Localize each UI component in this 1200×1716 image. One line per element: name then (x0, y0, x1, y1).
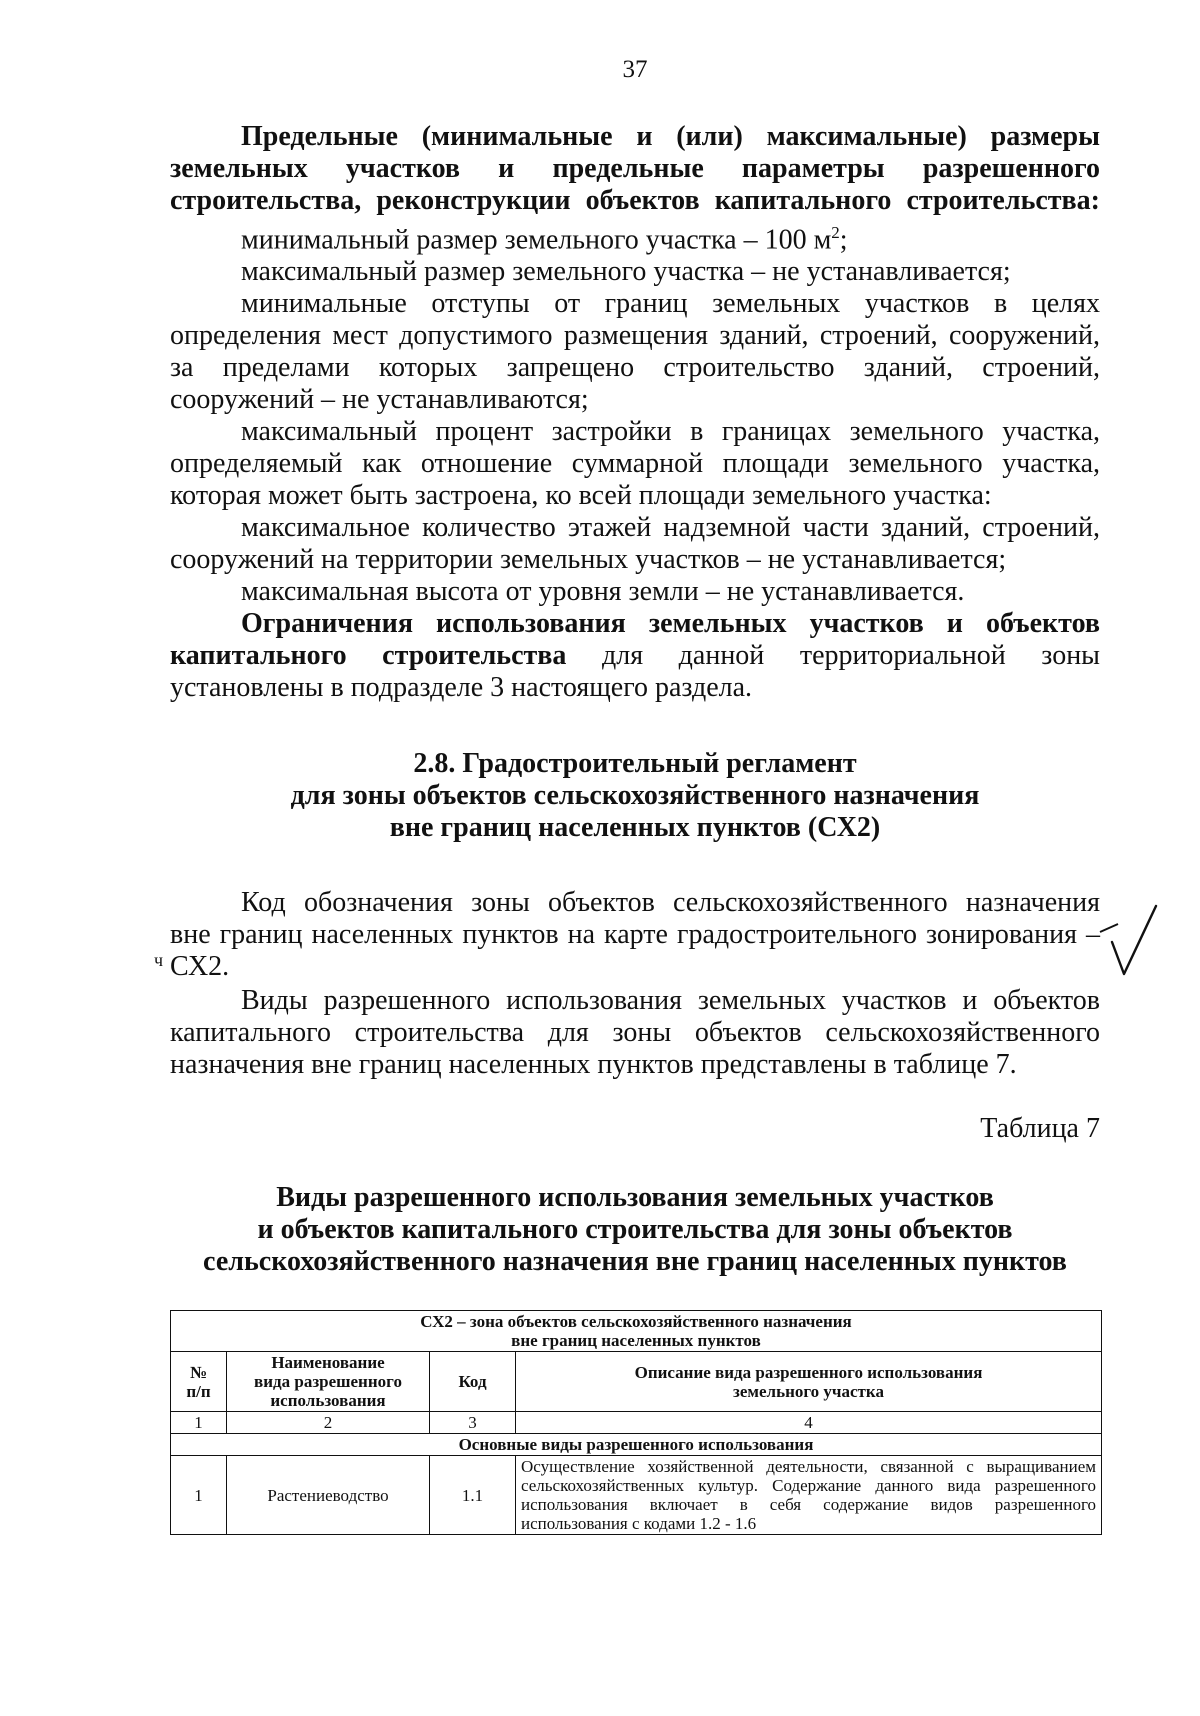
col-num-line: п/п (186, 1381, 211, 1401)
col-desc-header (516, 1352, 1102, 1412)
table-title-line: Виды разрешенного использования земельных участков (276, 1182, 994, 1213)
section-heading-line: 2.8. Градостроительный регламент (413, 748, 857, 779)
col-name-header (227, 1352, 430, 1412)
param-min-size-sup: 2 (831, 223, 840, 242)
section-heading (170, 748, 1100, 844)
uses-para-line: капитального строительства для зоны объектов сельскохозяйственного (170, 1017, 1100, 1048)
table-row (171, 1456, 1102, 1535)
table-section-row (171, 1434, 1102, 1456)
param-min-size-suffix: ; (839, 224, 848, 256)
param-min-size-text: минимальный размер земельного участка – 100 м (241, 224, 832, 256)
restrictions-rest: для данной территориальной зоны (566, 640, 1100, 672)
table-col-header-row (171, 1352, 1102, 1412)
table-zone-header-row (171, 1311, 1102, 1352)
col-code-header: Код (430, 1352, 516, 1412)
code-para-line: Код обозначения зоны объектов сельскохозяйственного назначения (241, 887, 1100, 918)
restrictions-line (170, 640, 1100, 672)
zone-header-cell (171, 1311, 1102, 1352)
uses-para-line: Виды разрешенного использования земельных участков и объектов (241, 985, 1100, 1016)
code-para-line: вне границ населенных пунктов на карте градостроительного зонирования – (170, 919, 1100, 950)
param-percent-line: максимальный процент застройки в границах земельного участка, (241, 416, 1100, 448)
code-para-line: СХ2. (170, 951, 230, 982)
handwritten-check-icon (1098, 902, 1168, 982)
section-heading-line: для зоны объектов сельскохозяйственного назначения (290, 780, 980, 811)
zone-header-line: СХ2 – зона объектов сельскохозяйственного назначения (420, 1312, 852, 1331)
param-setbacks-line: минимальные отступы от границ земельных участков в целях (241, 288, 1100, 320)
table-title-line: и объектов капитального строительства для зоны объектов (257, 1214, 1013, 1245)
zone-header-line: вне границ населенных пунктов (511, 1331, 761, 1350)
row-num-cell: 1 (171, 1456, 227, 1535)
index-cell: 2 (227, 1412, 430, 1434)
param-percent-line: определяемый как отношение суммарной площади земельного участка, (170, 448, 1100, 480)
param-floors-line: сооружений на территории земельных участков – не устанавливается; (170, 544, 1007, 576)
code-paragraph (170, 887, 1100, 983)
restrictions-bold: капитального строительства (170, 640, 567, 672)
col-name-line: вида разрешенного (254, 1372, 402, 1391)
param-height: максимальная высота от уровня земли – не устанавливается. (241, 576, 965, 608)
param-floors-line: максимальное количество этажей надземной части зданий, строений, (241, 512, 1100, 544)
uses-para-line: назначения вне границ населенных пунктов представлены в таблице 7. (170, 1049, 1017, 1080)
col-desc-line: земельного участка (733, 1381, 884, 1401)
restrictions-line: установлены в подразделе 3 настоящего раздела. (170, 672, 753, 704)
param-setbacks-line: определения мест допустимого размещения зданий, строений, сооружений, (170, 320, 1100, 352)
col-name-line: использования (270, 1391, 386, 1410)
col-num-header (171, 1352, 227, 1412)
param-percent-line: которая может быть застроена, ко всей площади земельного участка: (170, 480, 992, 512)
params-list (170, 217, 1100, 704)
table-title (170, 1182, 1100, 1278)
param-min-size (170, 217, 1100, 256)
col-desc-line: Описание вида разрешенного использования (634, 1362, 983, 1382)
row-desc-cell: Осуществление хозяйственной деятельности, связанной с выращиванием сельскохозяйственных культур. Содержание данного вида разрешенного использования включает в себя содержание видов разрешенного использования с кодами 1.2 - 1.6 (516, 1456, 1102, 1535)
uses-table (170, 1310, 1102, 1535)
params-heading-line: строительства, реконструкции объектов капитального строительства: (170, 185, 1100, 216)
row-name-cell: Растениеводство (227, 1456, 430, 1535)
col-name-line: Наименование (271, 1353, 385, 1372)
table-index-row (171, 1412, 1102, 1434)
section-main-cell: Основные виды разрешенного использования (171, 1434, 1102, 1456)
table-title-line: сельскохозяйственного назначения вне границ населенных пунктов (203, 1246, 1067, 1277)
index-cell: 4 (516, 1412, 1102, 1434)
index-cell: 1 (171, 1412, 227, 1434)
row-code-cell: 1.1 (430, 1456, 516, 1535)
param-setbacks-line: за пределами которых запрещено строительство зданий, строений, (170, 352, 1100, 384)
params-heading-line: Предельные (минимальные и (или) максимальные) размеры (241, 121, 1100, 152)
margin-smudge: ч (154, 950, 164, 970)
index-cell: 3 (430, 1412, 516, 1434)
table-label: Таблица 7 (980, 1113, 1100, 1144)
page-number: 37 (622, 56, 648, 83)
param-setbacks-line: сооружений – не устанавливаются; (170, 384, 589, 416)
col-num-line: № (189, 1362, 208, 1382)
uses-paragraph (170, 985, 1100, 1081)
section-heading-line: вне границ населенных пунктов (СХ2) (389, 812, 881, 843)
params-heading (170, 121, 1100, 217)
params-heading-line: земельных участков и предельные параметры разрешенного (170, 153, 1100, 184)
restrictions-line: Ограничения использования земельных участков и объектов (241, 608, 1100, 640)
param-max-size: максимальный размер земельного участка – не устанавливается; (241, 256, 1011, 288)
